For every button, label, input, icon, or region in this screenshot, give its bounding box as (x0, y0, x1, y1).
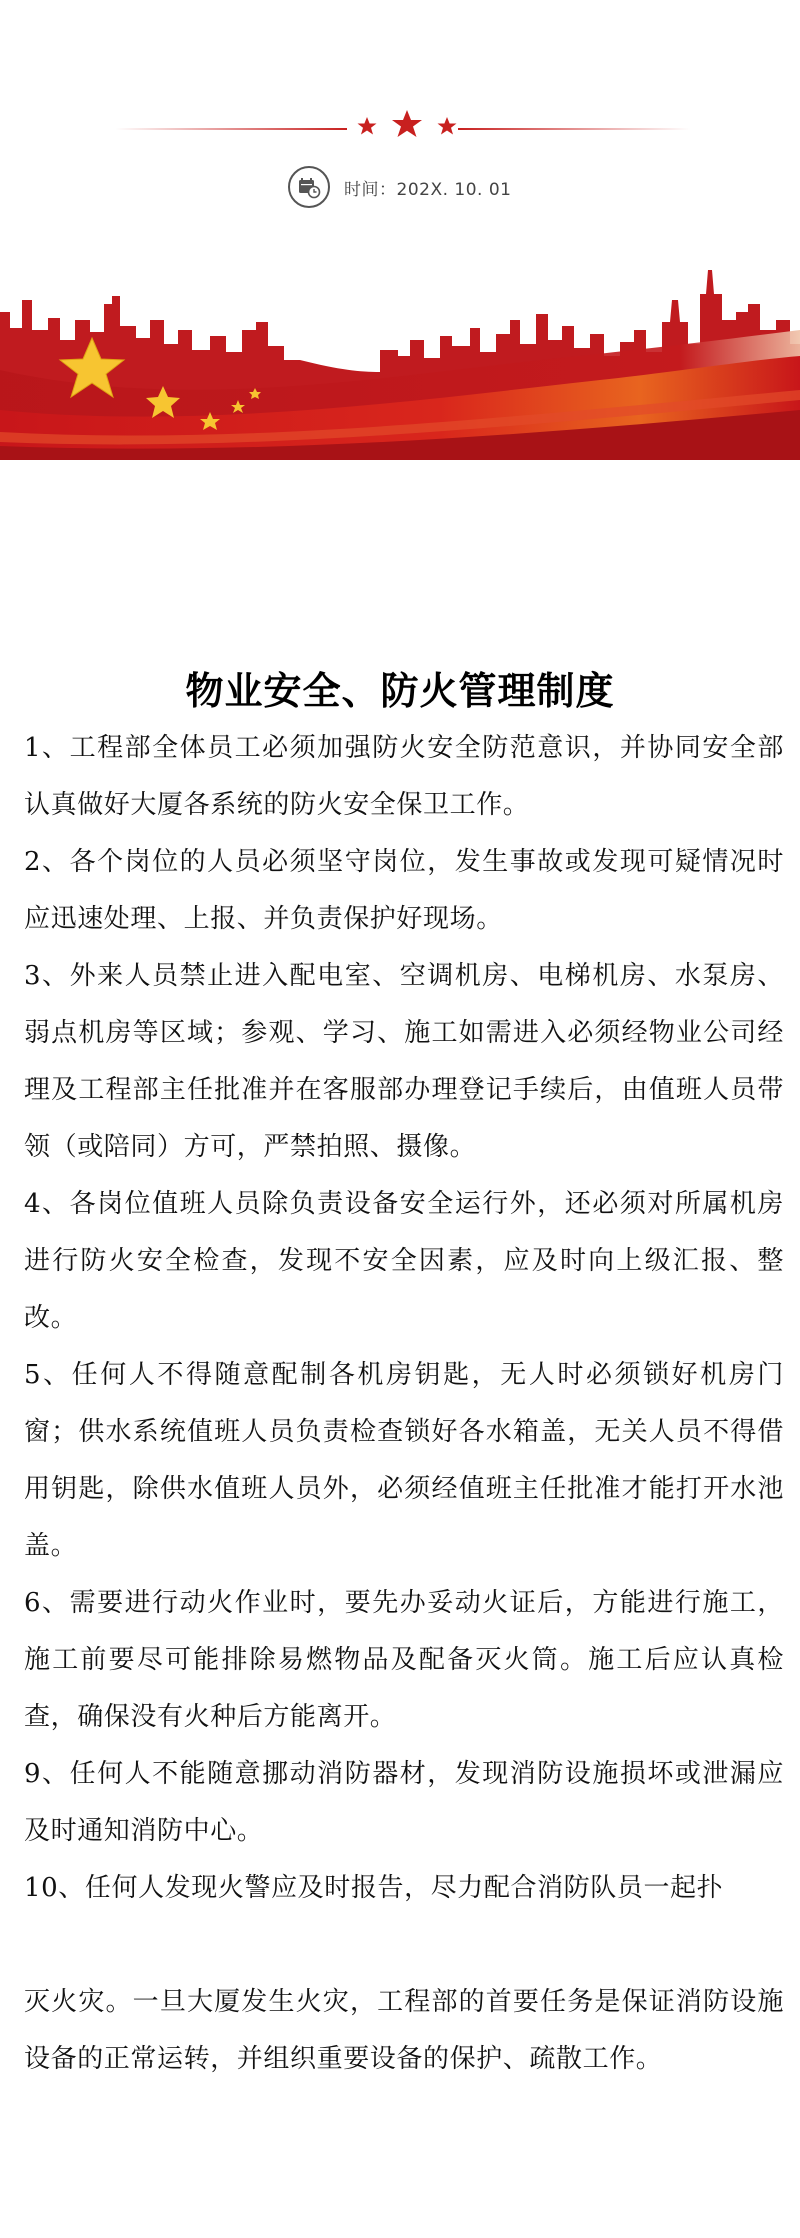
divider-line-left (115, 128, 347, 130)
star-icon (358, 117, 377, 135)
rule-paragraph: 4、各岗位值班人员除负责设备安全运行外，还必须对所属机房进行防火安全检查，发现不安全因素，应及时向上级汇报、整改。 (24, 1189, 784, 1333)
rule-paragraph-continued: 灭火灾。一旦大厦发生火灾，工程部的首要任务是保证消防设施设备的正常运转，并组织重要设备的保护、疏散工作。 (24, 1987, 784, 2074)
city-skyline-banner (0, 260, 800, 460)
rule-paragraph: 9、任何人不能随意挪动消防器材，发现消防设施损坏或泄漏应及时通知消防中心。 (24, 1759, 784, 1846)
rule-paragraph: 3、外来人员禁止进入配电室、空调机房、电梯机房、水泵房、弱点机房等区域；参观、学习、施工如需进入必须经物业公司经理及工程部主任批准并在客服部办理登记手续后，由值班人员带领（或陪同）方可，严禁拍照、摄像。 (24, 961, 784, 1162)
date-row (288, 165, 511, 209)
star-icon (392, 110, 422, 137)
star-icon (438, 117, 457, 135)
publish-time: 时间：202X. 10. 01 (344, 179, 512, 200)
calendar-clock-icon (288, 166, 330, 208)
rule-paragraph: 2、各个岗位的人员必须坚守岗位，发生事故或发现可疑情况时应迅速处理、上报、并负责保护好现场。 (24, 847, 784, 934)
header-decoration (0, 0, 800, 200)
divider-line-right (458, 128, 690, 130)
document-body (24, 720, 784, 2088)
document-title: 物业安全、防火管理制度 (185, 668, 615, 713)
rule-paragraph: 6、需要进行动火作业时，要先办妥动火证后，方能进行施工，施工前要尽可能排除易燃物品及配备灭火筒。施工后应认真检查，确保没有火种后方能离开。 (24, 1588, 784, 1732)
star-icon (352, 108, 462, 150)
rule-paragraph: 10、任何人发现火警应及时报告，尽力配合消防队员一起扑 (24, 1873, 724, 1903)
rule-paragraph: 1、工程部全体员工必须加强防火安全防范意识，并协同安全部认真做好大厦各系统的防火安全保卫工作。 (24, 733, 784, 820)
rule-paragraph: 5、任何人不得随意配制各机房钥匙，无人时必须锁好机房门窗；供水系统值班人员负责检查锁好各水箱盖，无关人员不得借用钥匙，除供水值班人员外，必须经值班主任批准才能打开水池盖。 (24, 1360, 784, 1561)
